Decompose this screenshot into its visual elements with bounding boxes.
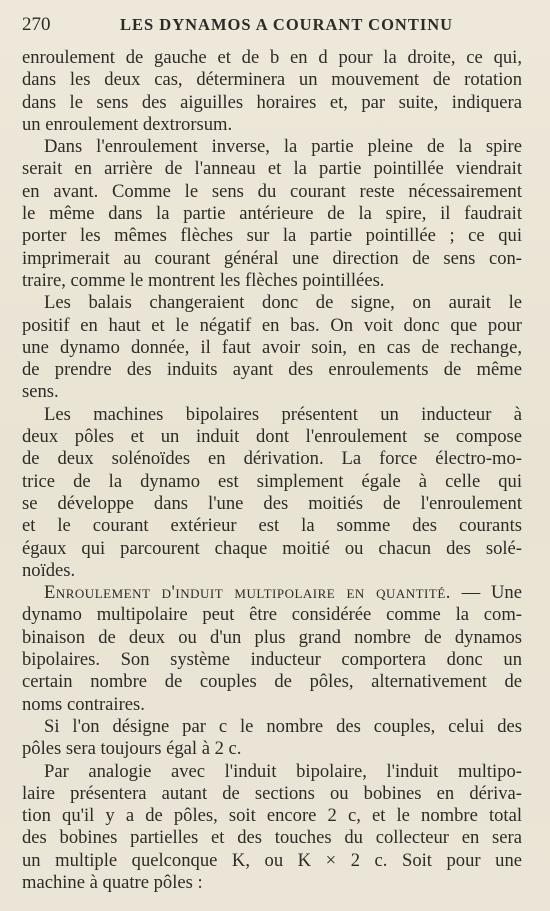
text-line: Par analogie avec l'induit bipolaire, l'induit multipo- xyxy=(44,760,522,782)
paragraph xyxy=(22,716,522,761)
text-line: Les balais changeraient donc de signe, on aurait le xyxy=(44,292,522,314)
paragraph xyxy=(22,582,522,716)
text-line: machine à quatre pôles : xyxy=(22,871,203,893)
text-line: bipolaires. Son système inducteur comportera donc un xyxy=(22,649,522,671)
text-line: se développe dans l'une des moitiés de l'enroulement xyxy=(22,492,522,514)
text-line: en avant. Comme le sens du courant reste nécessairement xyxy=(22,180,522,202)
running-title: LES DYNAMOS A COURANT CONTINU xyxy=(120,15,454,34)
text-line: traire, comme le montrent les flèches pointillées. xyxy=(22,269,385,291)
text-line: serait en arrière de l'anneau et la partie pointillée viendrait xyxy=(22,158,522,180)
text-line: binaison de deux ou d'un plus grand nombre de dynamos xyxy=(22,626,522,648)
text-line xyxy=(22,582,522,604)
text-line: dans le sens des aiguilles horaires et, par suite, indiquera xyxy=(22,91,522,113)
text-line: le même dans la partie antérieure de la spire, il faudrait xyxy=(22,203,522,225)
text-line: de deux solénoïdes en dérivation. La force électro-mo- xyxy=(22,448,522,470)
text-line: tion qu'il y a de pôles, soit encore 2 c, et le nombre total xyxy=(22,805,522,827)
paragraph xyxy=(22,404,522,582)
paragraph xyxy=(22,136,522,292)
text-line: porter les mêmes flèches sur la partie pointillée ; ce qui xyxy=(22,225,522,247)
text-line: un enroulement dextrorsum. xyxy=(22,113,233,135)
text-line: de prendre des induits ayant des enroulements de même xyxy=(22,359,522,381)
text-line: imprimerait au courant général une direction de sens con- xyxy=(22,247,522,269)
page-number: 270 xyxy=(22,14,51,35)
text-line: positif en haut et le négatif en bas. On voit donc que pour xyxy=(22,314,522,336)
text-line: pôles sera toujours égal à 2 c. xyxy=(22,738,242,760)
text-line: enroulement de gauche et de b en d pour la droite, ce qui, xyxy=(22,47,522,68)
page-header xyxy=(22,12,528,38)
text-line: égaux qui parcourent chaque moitié ou chacun des solé- xyxy=(22,537,522,559)
text-line: trice de la dynamo est simplement égale à celle qui xyxy=(22,470,522,492)
text-line: sens. xyxy=(22,381,59,403)
paragraph xyxy=(22,292,522,403)
text-line: Si l'on désigne par c le nombre des couples, celui des xyxy=(44,715,522,737)
text-line: dans les deux cas, déterminera un mouvement de rotation xyxy=(22,69,522,91)
text-line: laire présentera autant de sections ou bobines en dériva- xyxy=(22,782,522,804)
text-line: noms contraires. xyxy=(22,693,145,715)
text-line: dynamo multipolaire peut être considérée comme la com- xyxy=(22,604,522,626)
text-line: des bobines partielles et des touches du collecteur en sera xyxy=(22,827,522,849)
text-line: deux pôles et un induit dont l'enroulement se compose xyxy=(22,426,522,448)
text-line: certain nombre de couples de pôles, alternativement de xyxy=(22,671,522,693)
text-line: et le courant extérieur est la somme des courants xyxy=(22,515,522,537)
text-line: Dans l'enroulement inverse, la partie pleine de la spire xyxy=(44,136,522,158)
text-line: Les machines bipolaires présentent un inducteur à xyxy=(44,403,522,425)
paragraph xyxy=(22,47,522,136)
text-line: une dynamo donnée, il faut avoir soin, en cas de rechange, xyxy=(22,336,522,358)
text-fragment: — Une xyxy=(450,582,522,604)
page-body xyxy=(22,47,522,894)
paragraph xyxy=(22,761,522,895)
section-heading: Enroulement d'induit multipolaire en quantité. xyxy=(44,582,451,604)
text-line: un multiple quelconque K, ou K × 2 c. Soit pour une xyxy=(22,849,522,871)
text-line: noïdes. xyxy=(22,559,76,581)
